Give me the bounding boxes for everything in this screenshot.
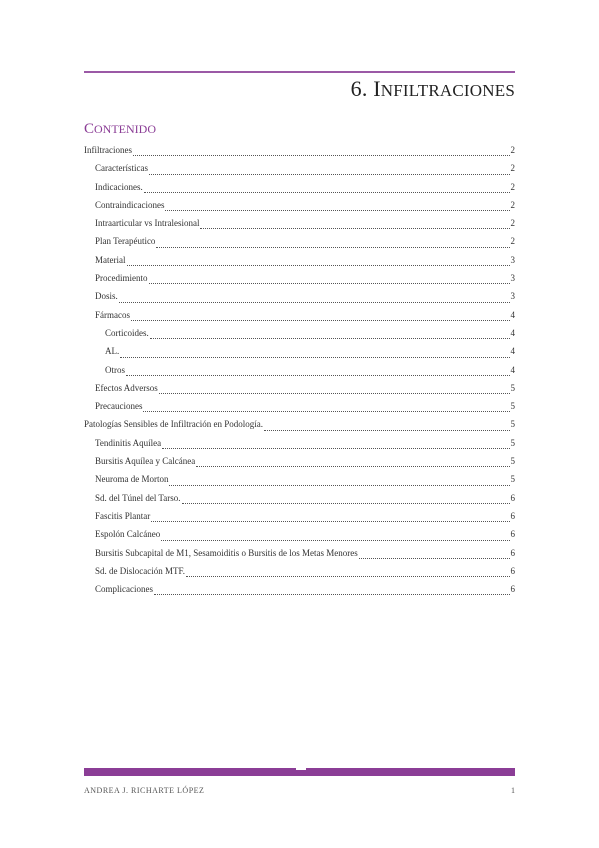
toc-entry-title: Infiltraciones [84,145,132,155]
toc-leader-dots [150,338,510,339]
toc-entry[interactable] [84,379,515,397]
toc-entry[interactable] [84,232,515,250]
toc-entry-page: 4 [510,309,515,320]
toc-leader-dots [156,247,509,248]
toc-leader-dots [196,466,509,467]
toc-entry-title: Fármacos [95,309,130,320]
toc-heading-initial: C [84,121,95,137]
toc-entry[interactable] [84,507,515,525]
toc-leader-dots [131,320,510,321]
toc-leader-dots [165,210,509,211]
toc-entry-page: 6 [510,584,515,595]
toc-entry-page: 2 [510,199,515,210]
toc-leader-dots [127,265,510,266]
toc-entry-title: Precauciones [95,401,143,412]
toc-entry-title: Sd. de Dislocación MTF. [95,565,186,576]
toc-entry-title: Efectos Adversos [95,382,158,393]
toc-entry[interactable] [84,544,515,562]
toc-entry-title: Procedimiento [95,273,148,284]
toc-entry-page: 5 [510,437,515,448]
toc-entry[interactable] [84,196,515,214]
toc-entry-page: 6 [510,492,515,503]
toc-entry-title: Contraindicaciones [95,199,165,210]
toc-entry[interactable] [84,489,515,507]
toc-entry-page: 2 [510,181,515,192]
toc-leader-dots [119,302,510,303]
toc-leader-dots [154,594,510,595]
toc-leader-dots [149,283,510,284]
toc-entry-title: Plan Terapéutico [95,236,156,247]
toc-entry-title: Fascitis Plantar [95,510,151,521]
chapter-title-rest: NFILTRACIONES [380,81,515,100]
toc-leader-dots [120,357,509,358]
toc-leader-dots [149,174,510,175]
toc-leader-dots [161,540,509,541]
toc-entry-title: Bursitis Subcapital de M1, Sesamoiditis o Bursitis de los Metas Menores [95,547,358,558]
toc-entry-title: Tendinitis Aquílea [95,437,162,448]
toc-entry[interactable] [84,214,515,232]
toc-entry-page: 2 [510,236,515,247]
toc-entry-page: 5 [510,419,515,430]
toc-entry[interactable] [84,269,515,287]
toc-entry-title: Material [95,254,126,265]
toc-entry[interactable] [84,287,515,305]
toc-entry[interactable] [84,580,515,598]
toc-entry-page: 6 [510,510,515,521]
toc-entry[interactable] [84,306,515,324]
toc-entry-page: 6 [510,565,515,576]
toc-entry-title: Complicaciones [95,584,153,595]
chapter-title [351,76,515,102]
toc-entry-page: 6 [510,547,515,558]
toc-leader-dots [186,576,509,577]
toc-leader-dots [133,155,510,156]
toc-entry-page: 3 [510,291,515,302]
toc-entry[interactable] [84,251,515,269]
toc-entry[interactable] [84,342,515,360]
toc-entry-title: Indicaciones. [95,181,143,192]
toc-entry[interactable] [84,415,515,433]
toc-heading [84,120,156,138]
toc-entry-page: 2 [510,163,515,174]
toc-entry[interactable] [84,452,515,470]
toc-entry[interactable] [84,562,515,580]
toc-entry[interactable] [84,159,515,177]
toc-entry-page: 5 [510,401,515,412]
toc-entry-page: 5 [510,456,515,467]
footer-author: ANDREA J. RICHARTE LÓPEZ [84,786,205,795]
toc-leader-dots [144,192,510,193]
chapter-number: 6. [350,76,368,101]
toc-leader-dots [159,393,510,394]
toc-entry-page: 6 [510,529,515,540]
toc-entry-title: Neuroma de Morton [95,474,169,485]
toc-entry[interactable] [84,361,515,379]
toc-entry-page: 2 [510,218,515,229]
table-of-contents [84,141,515,598]
toc-entry-title: Intraarticular vs Intralesional [95,218,200,229]
toc-entry[interactable] [84,178,515,196]
toc-entry-title: Corticoides. [105,327,149,338]
chapter-title-initial: I [373,76,381,101]
toc-entry[interactable] [84,397,515,415]
header-rule [84,71,515,73]
toc-entry-title: Bursitis Aquílea y Calcánea [95,456,196,467]
toc-leader-dots [359,558,510,559]
toc-entry-page: 3 [510,254,515,265]
toc-entry-page: 4 [510,346,515,357]
toc-heading-rest: ONTENIDO [94,122,157,136]
toc-entry[interactable] [84,434,515,452]
toc-leader-dots [169,485,509,486]
toc-entry-page: 2 [510,145,515,155]
toc-leader-dots [143,411,509,412]
footer-bar-notch [296,768,306,770]
toc-entry-page: 4 [510,364,515,375]
toc-entry-title: Espolón Calcáneo [95,529,161,540]
toc-entry[interactable] [84,525,515,543]
toc-leader-dots [264,430,510,431]
toc-leader-dots [200,228,509,229]
toc-entry[interactable] [84,141,515,159]
toc-leader-dots [126,375,510,376]
toc-entry-title: Dosis. [95,291,118,302]
toc-leader-dots [162,448,509,449]
toc-leader-dots [182,503,510,504]
footer-page-number: 1 [511,786,515,795]
toc-entry-title: Sd. del Túnel del Tarso. [95,492,181,503]
toc-entry-title: Patologías Sensibles de Infiltración en Podología. [84,419,263,430]
toc-entry-page: 4 [510,327,515,338]
toc-entry-page: 5 [510,382,515,393]
toc-entry[interactable] [84,470,515,488]
toc-leader-dots [151,521,509,522]
toc-entry-page: 3 [510,273,515,284]
toc-entry-title: Características [95,163,148,174]
toc-entry-title: Otros [105,364,125,375]
toc-entry[interactable] [84,324,515,342]
toc-entry-page: 5 [510,474,515,485]
toc-entry-title: AL. [105,346,120,357]
